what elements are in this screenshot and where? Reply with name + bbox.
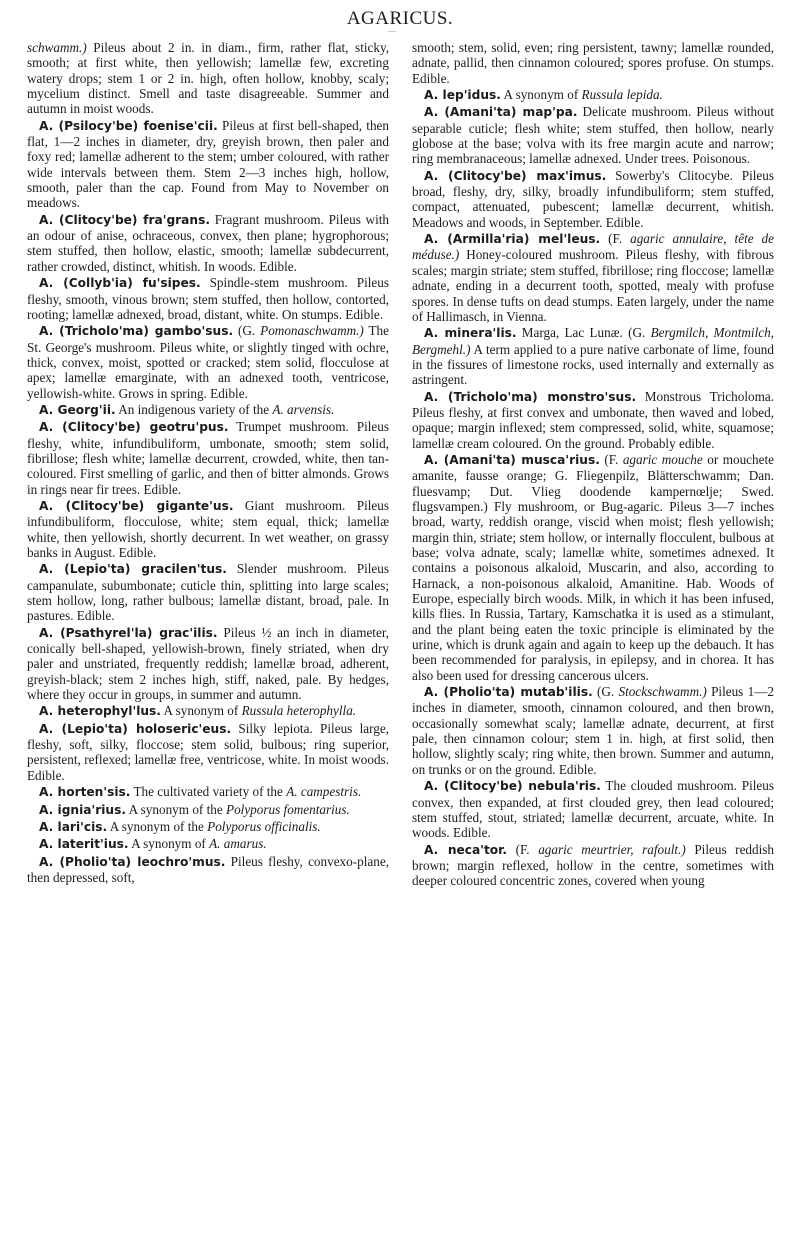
entry-headword: A. horten'sis.	[39, 785, 131, 800]
entry-text: (F.	[599, 451, 623, 467]
entry-text: Pileus at first bell-shaped, then flat, 1—2 inches in diameter, dry, greyish brown, then paler and foxy red; lamellæ adherent to the stem; umber coloured, with rather wide intervals between them. Stem 2—3 inches high, hollow, smooth, paler than the cap. Found from May to November on meadows.	[27, 117, 389, 211]
entry-text: The clouded mushroom. Pileus convex, then expanded, at first clouded grey, then lead coloured; stem stuffed, stout, striated; lamellæ decurrent, arcuate, white. In woods. Edible.	[412, 778, 774, 841]
dictionary-entry	[27, 703, 389, 719]
entry-italic-text: Stockschwamm.)	[618, 684, 707, 700]
entry-headword: A. (Clitocy'be) nebula'ris.	[424, 779, 601, 794]
entry-text: Trumpet mushroom. Pileus fleshy, white, infundibuliform, umbonate, smooth; stem solid, fibrillose; flesh white; lamellæ decurrent, crowded, white, then tan-coloured. First smelling of garlic, and then of bitter almonds. Grows in rings near fir trees. Edible.	[27, 419, 389, 497]
dictionary-entry	[27, 498, 389, 560]
entry-italic-text: agaric mouche	[622, 451, 703, 467]
dictionary-entry	[412, 684, 774, 777]
entry-italic-text: Bergmilch, Montmilch, Bergmehl.)	[412, 325, 774, 357]
entry-text: Pileus reddish brown; margin reflexed, hollow in the centre, sometimes with deeper coloured concentric zones, covered when young	[412, 841, 774, 889]
entry-text: Honey-coloured mushroom. Pileus fleshy, with fibrous scales; margin striate; stem stuffed, fibrillose; ring floccose; lamellæ adnate, ending in a decurrent tooth, spotted, mealy with profuse spores. In dense tufts on dead stumps. Eaten largely, under the name of Hallimasch, in Vienna.	[412, 247, 774, 324]
entry-headword: A. (Amani'ta) musca'rius.	[424, 452, 600, 467]
entry-text: Delicate mushroom. Pileus without separable cuticle; flesh white; stem stuffed, then hollow, nearly globose at the base; volva with its free margin acute and narrow; ring membranaceous; lamellæ adnexed. Under trees. Poisonous.	[412, 104, 774, 167]
entry-headword: A. (Clitocy'be) fra'grans.	[39, 212, 210, 227]
entry-headword: A. neca'tor.	[424, 842, 508, 857]
dictionary-entry	[412, 842, 774, 889]
dictionary-entry	[27, 784, 389, 800]
dictionary-entry	[27, 854, 389, 886]
dictionary-entry	[27, 721, 389, 783]
entry-headword: A. (Clitocy'be) geotru'pus.	[39, 420, 229, 435]
entry-headword: A. (Psilocy'be) foenise'cii.	[39, 118, 218, 133]
entry-italic-text: agaric meurtrier, rafoult.)	[538, 841, 686, 857]
entry-headword: A. ignia'rius.	[39, 802, 126, 817]
right-column	[412, 40, 774, 890]
entry-headword: A. (Lepio'ta) gracilen'tus.	[39, 562, 227, 577]
page-header: AGARICUS.	[346, 8, 454, 29]
entry-text: A synonym of	[128, 836, 210, 852]
entry-text: Slender mushroom. Pileus campanulate, subumbonate; cuticle thin, splitting into large scales; stem hollow, long, rather bulbous; lamellæ distant, broad, pale. In pastures. Edible.	[27, 561, 389, 624]
entry-headword: A. minera'lis.	[424, 326, 517, 341]
dictionary-entry	[412, 87, 774, 103]
dictionary-entry	[412, 40, 774, 86]
entry-text: (G.	[233, 323, 261, 339]
entry-italic-text: A. amarus.	[209, 836, 267, 852]
entry-italic-text: schwamm.)	[27, 40, 87, 55]
entry-italic-text: A. arvensis.	[272, 401, 335, 417]
entry-headword: A. (Lepio'ta) holoseric'eus.	[39, 721, 232, 736]
dictionary-entry	[412, 325, 774, 387]
entry-italic-text: Pomonaschwamm.)	[260, 323, 364, 339]
entry-headword: A. (Tricholo'ma) gambo'sus.	[39, 324, 234, 339]
entry-italic-text: A. campestris.	[286, 784, 362, 800]
entry-headword: A. heterophyl'lus.	[39, 704, 161, 719]
entry-text: An indigenous variety of the	[115, 401, 273, 417]
entry-text: (G.	[592, 684, 619, 700]
entry-headword: A. (Amani'ta) map'pa.	[424, 105, 578, 120]
dictionary-entry	[27, 323, 389, 401]
header-rule	[388, 31, 396, 32]
dictionary-entry	[412, 231, 774, 324]
entry-text: (F.	[507, 841, 539, 857]
entry-italic-text: agaric annulaire, tête de méduse.)	[412, 231, 774, 263]
dictionary-entry	[412, 778, 774, 840]
entry-text: Sowerby's Clitocybe. Pileus broad, fleshy, dry, silky, broadly infundibuliform; stem stuffed, compact, attenuated, pubescent; lamellæ decurrent, whitish. Meadows and woods, in September. Edible.	[412, 167, 774, 230]
entry-text: A synonym of	[160, 703, 242, 719]
entry-italic-text: Russula lepida.	[581, 87, 663, 103]
entry-text: Pileus ½ an inch in diameter, conically bell-shaped, yellowish-brown, finely striated, when dry paler and unstriated, frequently reddish; lamellæ broad, adherent, greyish-black; stem 2 inches high, stiff, naked, pale. By hedges, where they occur in groups, in summer and autumn.	[27, 624, 389, 703]
dictionary-entry	[412, 104, 774, 166]
entry-headword: A. (Tricholo'ma) monstro'sus.	[424, 389, 637, 404]
dictionary-entry	[412, 389, 774, 451]
dictionary-entry	[27, 836, 389, 852]
dictionary-entry	[27, 419, 389, 497]
entry-text: Marga, Lac Lunæ. (G.	[516, 325, 651, 341]
dictionary-entry	[27, 212, 389, 274]
entry-headword: A. lari'cis.	[39, 819, 108, 834]
dictionary-entry	[27, 561, 389, 623]
entry-italic-text: Polyporus fomentarius.	[226, 801, 350, 817]
entry-text: The St. George's mushroom. Pileus white, or slightly tinged with ochre, thick, convex, moist, spotted or cracked; stem solid, flocculose at apex; lamellæ emarginate, with an adnexed tooth, ventricose, yellowish-white. Grows in spring. Edible.	[27, 323, 389, 401]
entry-headword: A. (Clitocy'be) max'imus.	[424, 168, 607, 183]
entry-headword: A. (Pholio'ta) leochro'mus.	[39, 854, 226, 869]
entry-text: Pileus fleshy, convexo-plane, then depressed, soft,	[27, 853, 389, 885]
entry-text: A synonym of the	[107, 818, 208, 834]
dictionary-entry	[412, 168, 774, 230]
entry-text: Giant mushroom. Pileus infundibuliform, flocculose, white; stem equal, thick; lamellæ white, then yellowish, shortly decurrent. In wet weather, on grassy banks in August. Edible.	[27, 497, 389, 560]
entry-text: (F.	[600, 231, 631, 247]
entry-headword: A. Georg'ii.	[39, 402, 116, 417]
entry-text: Spindle-stem mushroom. Pileus fleshy, smooth, vinous brown; stem stuffed, then hollow, contorted, rooting; lamellæ adnexed, broad, distant, white. On stumps. Edible.	[27, 275, 390, 322]
entry-headword: A. laterit'ius.	[39, 837, 129, 852]
entry-text: A synonym of the	[126, 801, 227, 817]
entry-headword: A. (Collyb'ia) fu'sipes.	[39, 276, 201, 291]
entry-headword: A. (Armilla'ria) mel'leus.	[424, 232, 601, 247]
dictionary-entry	[412, 452, 774, 683]
entry-text: Pileus 1—2 inches in diameter, smooth, cinnamon coloured, and then brown, occasionally somewhat scaly; lamellæ adnate, decurrent, at first pale, then cinnamon colour; stem 1 in. high, at first solid, then hollow, slightly scaly; ring white, then brown. Summer and autumn, on trunks or on the ground. Edible.	[412, 684, 774, 777]
dictionary-entry	[27, 802, 389, 818]
entry-headword: A. (Psathyrel'la) grac'ilis.	[39, 625, 218, 640]
entry-headword: A. (Pholio'ta) mutab'ilis.	[424, 685, 593, 700]
dictionary-entry	[27, 118, 389, 211]
entry-text: or mouchete amanite, fausse orange; G. Fliegenpilz, Blätterschwamm; Dan. fluesvamp; Dut. Vlieg doodende kampernœlje; Swed. flugsvampen.) Fly mushroom, or Bug-agaric. Pileus 3—7 inches broad, warty, reddish orange, viscid when moist; flesh yellowish; margin thin, striate; stem hollow, or internally flocculent, bulbous at base; volva adnate, scaly; lamellæ white, sometimes adnexed. It contains a poisonous alkaloid, Muscarin, and also, according to Harnack, a non-poisonous alkaloid, Amanitine. Hab. Woods of Europe, especially birch woods. Milk, in which it has been infused, kills flies. In Russia, Tartary, Kamschatka it is used as a stimulant, and the plant being eaten the toxic principle is eliminated by the urine, which is drunk again and again to keep up the debauch. It has been recommended for paralysis, in epilepsy, and in chorea. It has also been used for dressing cancerous ulcers.	[412, 451, 774, 683]
entry-text: The cultivated variety of the	[130, 784, 287, 800]
entry-text: Silky lepiota. Pileus large, fleshy, soft, silky, floccose; stem solid, bulbous; ring superior, persistent, reflexed; lamellæ free, ventricose, white. In moist woods. Edible.	[27, 720, 390, 783]
dictionary-entry	[27, 625, 389, 703]
entry-text: Fragrant mushroom. Pileus with an odour of anise, ochraceous, convex, then plane; hygrophorous; stem stuffed, then hollow, elastic, smooth; lamellæ subdecurrent, rather crowded, distinct, whitish. In woods. Edible.	[27, 211, 390, 274]
entry-italic-text: Russula heterophylla.	[241, 703, 357, 719]
entry-text: Pileus about 2 in. in diam., firm, rather flat, sticky, smooth; at first white, then yellowish; lamellæ few, excreting watery drops; stem 1 or 2 in. high, often hollow, knobby, scaly; mycelium distinct. Smell and taste disagreeable. Summer and autumn in moist woods.	[27, 40, 389, 117]
entry-text: Monstrous Tricholoma. Pileus fleshy, at first convex and umbonate, then waved and lobed, opaque; margin inflexed; stem compressed, solid, white, squamose; lamellæ cream coloured. On the ground. Probably edible.	[412, 388, 774, 451]
dictionary-entry	[27, 819, 389, 835]
left-column	[27, 40, 389, 886]
dictionary-entry	[27, 40, 389, 117]
dictionary-entry	[27, 402, 389, 418]
entry-headword: A. lep'idus.	[424, 88, 501, 103]
entry-text: smooth; stem, solid, even; ring persistent, tawny; lamellæ rounded, adnate, pallid, then cinnamon coloured; spores profuse. On stumps. Edible.	[412, 40, 774, 86]
entry-headword: A. (Clitocy'be) gigante'us.	[39, 498, 234, 513]
entry-text: A synonym of	[500, 87, 582, 103]
dictionary-entry	[27, 275, 389, 322]
entry-text: A term applied to a pure native carbonate of lime, found in the fissures of limestone rocks, used internally and externally as astringent.	[412, 341, 774, 388]
entry-italic-text: Polyporus officinalis.	[207, 818, 321, 834]
